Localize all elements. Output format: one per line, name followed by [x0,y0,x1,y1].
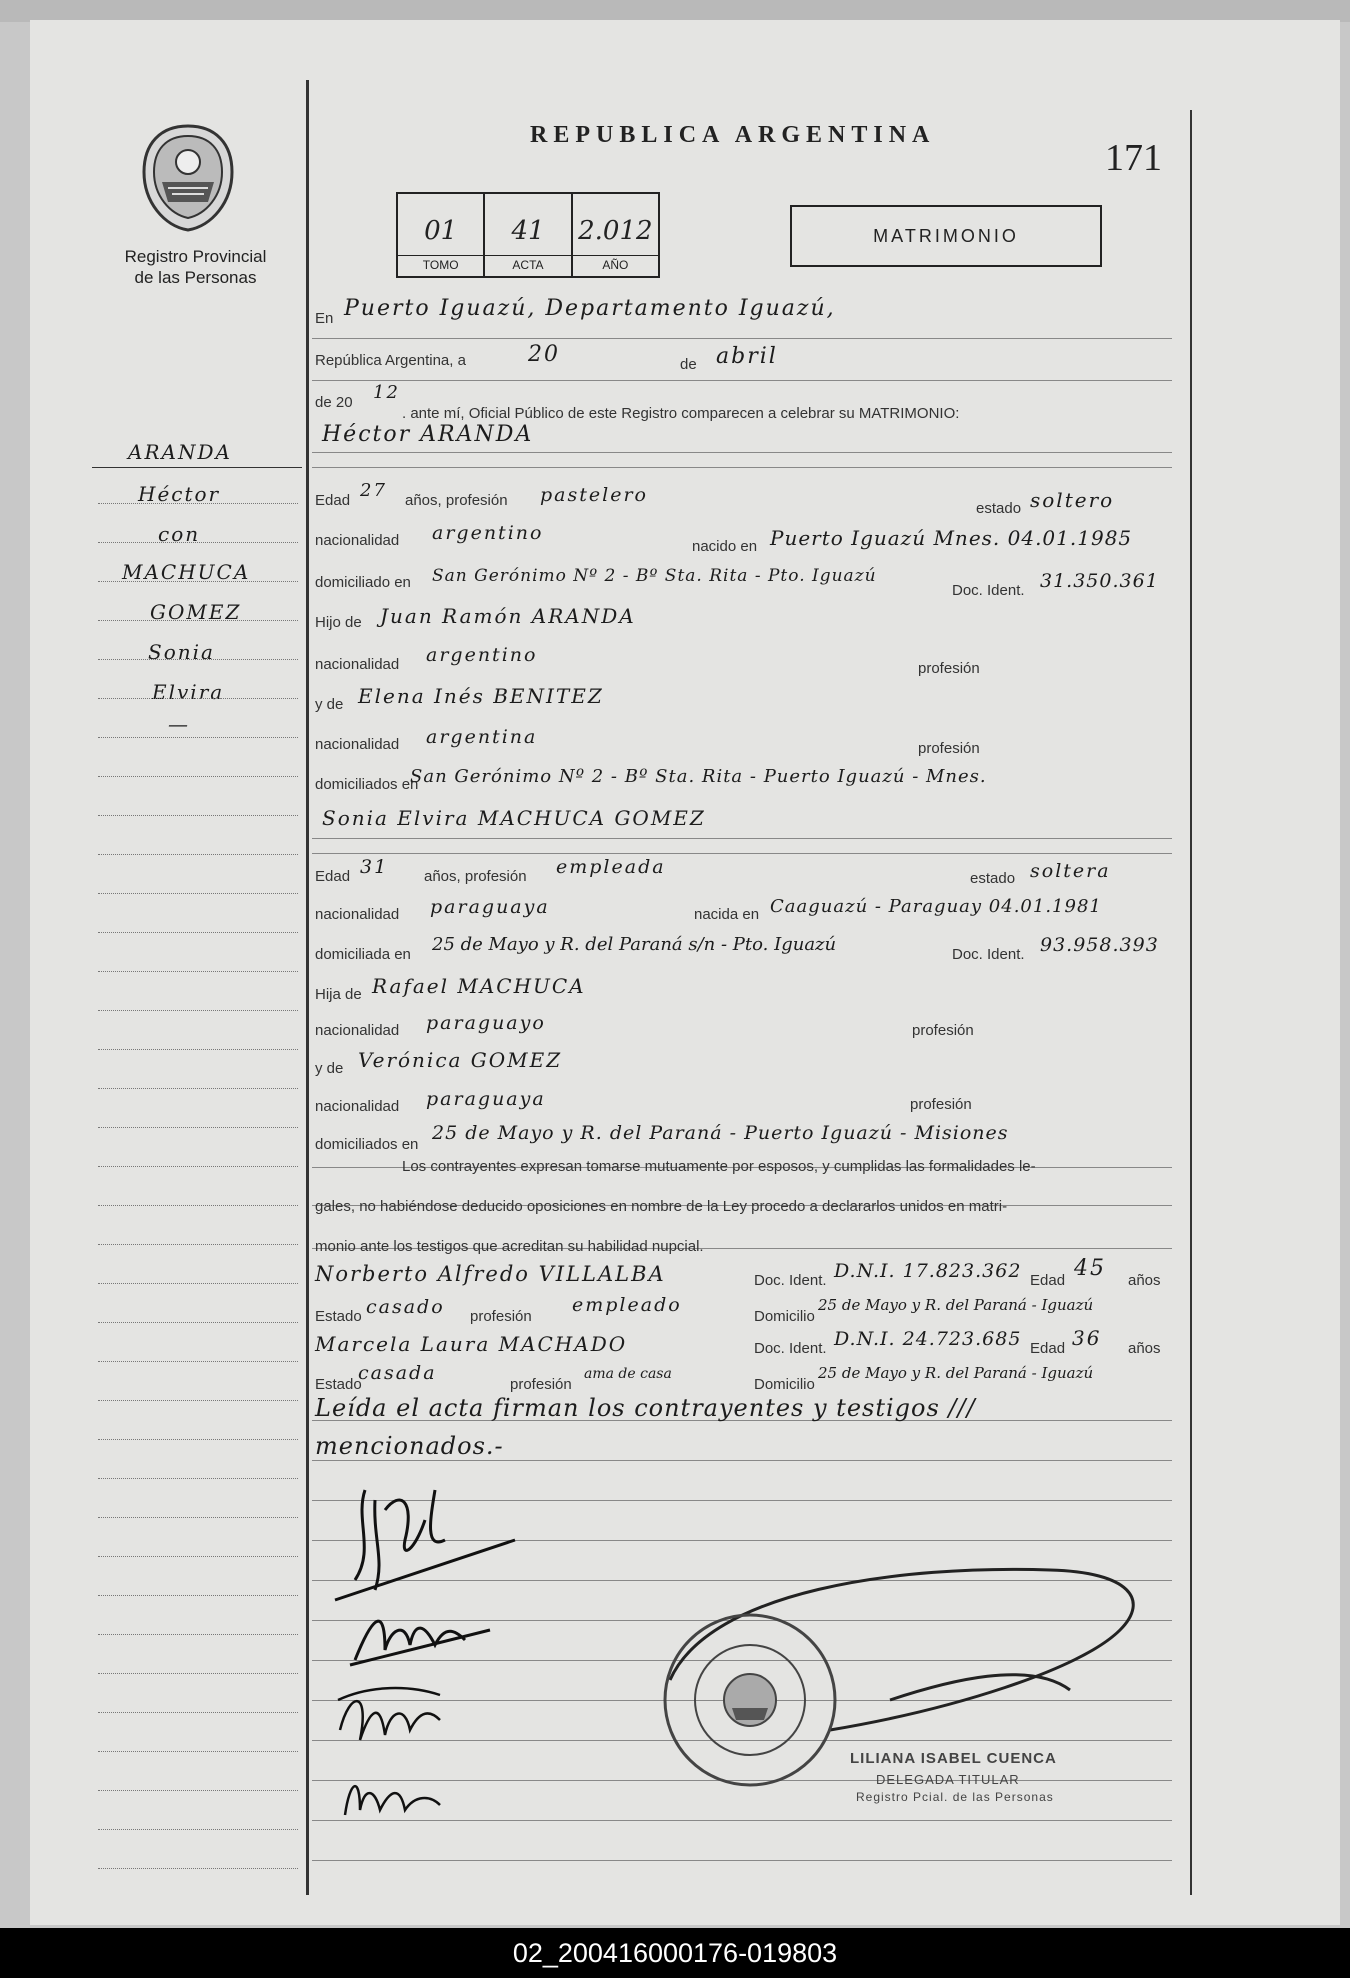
margin-ruled-line [98,815,298,816]
margin-ruled-line [98,971,298,972]
bride-domiciliados-en-label: domiciliados en [315,1136,419,1153]
ano-cell [573,194,658,276]
bride-doc: 93.958.393 [1040,934,1159,956]
formal-line-2: gales, no habiéndose deducido oposiciones en nombre de la Ley procedo a declararlos unidos en matri- [315,1198,1008,1215]
domiciliado-en-label: domiciliado en [315,574,411,591]
margin-ruled-line [98,542,298,543]
body-ruled-line [312,338,1172,339]
official-name: LILIANA ISABEL CUENCA [850,1750,1057,1767]
bride-mother: Verónica GOMEZ [358,1048,563,1072]
bride-father-profesion-label: profesión [912,1022,974,1039]
official-title: DELEGADA TITULAR [876,1772,1020,1787]
witness2-doc: D.N.I. 24.723.685 [834,1328,1022,1350]
bride-estado-label: estado [970,870,1016,887]
witness2-address: 25 de Mayo y R. del Paraná - Iguazú [818,1364,1094,1382]
margin-line-6: Sonia [148,640,215,664]
margin-ruled-line [98,1634,298,1635]
place-text: Puerto Iguazú, Departamento Iguazú, [344,296,836,321]
groom-mother: Elena Inés BENITEZ [358,684,604,708]
witness1-domicilio-label: Domicilio [754,1308,815,1325]
margin-ruled-line [98,737,298,738]
groom-birth: Puerto Iguazú Mnes. 04.01.1985 [770,526,1133,550]
tomo-value: 01 [424,216,458,246]
register-box [396,192,660,278]
groom-age: 27 [360,480,387,501]
witness2-name: Marcela Laura MACHADO [315,1332,628,1356]
day-value: 20 [528,342,560,367]
witness2-anos-label: años [1128,1340,1161,1357]
tomo-label: TOMO [398,255,483,272]
witness2-age: 36 [1072,1326,1102,1350]
formal-line-3: monio ante los testigos que acreditan su habilidad nupcial. [315,1238,704,1255]
act-type-box: MATRIMONIO [790,205,1102,267]
margin-ruled-line [98,1127,298,1128]
groom-profession: pastelero [540,484,648,506]
ano-value: 2.012 [578,216,653,246]
ante-text: . ante mí, Oficial Público de este Registro comparecen a celebrar su MATRIMONIO: [402,405,960,422]
margin-ruled-line [98,1595,298,1596]
top-edge [0,0,1350,22]
bride-edad-label: Edad [315,868,351,885]
margin-line-8: — [168,712,190,736]
margin-ruled-line [98,1088,298,1089]
bride-age: 31 [360,856,389,878]
en-label: En [315,310,334,327]
bride-nationality: paraguaya [430,896,550,918]
margin-ruled-line [98,1205,298,1206]
margin-ruled-line [98,1439,298,1440]
hijo-de-label: Hijo de [315,614,362,631]
bride-address: 25 de Mayo y R. del Paraná s/n - Pto. Iguazú [432,934,837,955]
witness1-name: Norberto Alfredo VILLALBA [315,1262,666,1286]
body-ruled-line [312,452,1172,453]
groom-father: Juan Ramón ARANDA [380,604,636,628]
margin-ruled-line [98,893,298,894]
bride-father: Rafael MACHUCA [372,974,586,998]
margin-ruled-line [98,1751,298,1752]
body-ruled-line [312,380,1172,381]
groom-father-nationality: argentino [426,644,538,666]
margin-ruled-line [98,1322,298,1323]
domiciliada-en-label: domiciliada en [315,946,411,963]
mother-profesion-label: profesión [918,740,980,757]
official-office: Registro Pcial. de las Personas [856,1790,1054,1804]
domiciliados-en-label: domiciliados en [315,776,419,793]
groom-mother-nationality: argentina [426,726,538,748]
ano-label: AÑO [573,255,658,272]
acta-cell [485,194,572,276]
nacido-en-label: nacido en [692,538,758,555]
groom-doc: 31.350.361 [1040,570,1159,592]
signature-witness2 [335,1765,455,1825]
witness2-estado: casada [358,1362,437,1384]
body-ruled-line [312,1460,1172,1461]
margin-line-2: Héctor [138,482,221,506]
country-title: REPUBLICA ARGENTINA [530,122,936,148]
witness2-doc-label: Doc. Ident. [754,1340,827,1357]
margin-ruled-line [98,659,298,660]
tomo-cell [398,194,485,276]
bride-anos-profesion-label: años, profesión [424,868,527,885]
bride-mother-nationality: paraguaya [426,1088,546,1110]
closing-line-1: Leída el acta firman los contrayentes y testigos /// [315,1394,976,1422]
body-ruled-line [312,853,1172,854]
witness2-edad-label: Edad [1030,1340,1066,1357]
scan-id-footer: 02_200416000176-019803 [0,1928,1350,1978]
father-nationality-label: nacionalidad [315,656,400,673]
signature-groom [325,1480,525,1610]
bride-birth: Caaguazú - Paraguay 04.01.1981 [770,896,1102,917]
margin-line-7: Elvira [152,680,225,704]
republica-label: República Argentina, a [315,352,466,369]
nacida-en-label: nacida en [694,906,760,923]
y-de-label: y de [315,696,344,713]
year-suffix: 12 [373,382,400,403]
margin-rule [306,80,309,1895]
margin-ruled-line [98,620,298,621]
margin-line-3: con [158,522,201,546]
signature-bride [345,1600,495,1670]
witness1-anos-label: años [1128,1272,1161,1289]
margin-top-rule [92,467,302,468]
bride-mother-nationality-label: nacionalidad [315,1098,400,1115]
groom-name: Héctor ARANDA [322,422,534,447]
body-ruled-line [312,467,1172,468]
registry-name-line2: de las Personas [134,268,257,287]
bride-father-nationality: paraguayo [426,1012,546,1034]
margin-line-5: GOMEZ [150,600,242,624]
hija-de-label: Hija de [315,986,362,1003]
bride-profession: empleada [556,856,666,878]
formal-line-1: Los contrayentes expresan tomarse mutuamente por esposos, y cumplidas las formalidades le- [402,1158,1036,1175]
father-profesion-label: profesión [918,660,980,677]
margin-ruled-line [98,698,298,699]
witness2-domicilio-label: Domicilio [754,1376,815,1393]
margin-ruled-line [98,854,298,855]
de20-label: de 20 [315,394,353,411]
witness1-estado: casado [366,1296,445,1318]
bride-estado: soltera [1030,860,1111,882]
margin-ruled-line [98,776,298,777]
witness1-doc: D.N.I. 17.823.362 [834,1260,1022,1282]
witness1-address: 25 de Mayo y R. del Paraná - Iguazú [818,1296,1094,1314]
witness1-age: 45 [1074,1256,1106,1281]
edad-label: Edad [315,492,351,509]
margin-ruled-line [98,1400,298,1401]
groom-parents-address: San Gerónimo Nº 2 - Bº Sta. Rita - Puerto Iguazú - Mnes. [410,766,987,787]
margin-ruled-line [98,1673,298,1674]
margin-ruled-line [98,1868,298,1869]
acta-label: ACTA [485,255,570,272]
margin-ruled-line [98,1283,298,1284]
margin-line-4: MACHUCA [122,560,251,584]
witness2-profession: ama de casa [584,1366,672,1382]
margin-ruled-line [98,1361,298,1362]
bride-nacionalidad-label: nacionalidad [315,906,400,923]
doc-ident-label: Doc. Ident. [952,582,1025,599]
margin-ruled-line [98,1010,298,1011]
month-value: abril [716,344,778,369]
acta-value: 41 [511,216,545,246]
anos-profesion-label: años, profesión [405,492,508,509]
closing-line-2: mencionados.- [315,1432,504,1460]
margin-ruled-line [98,1790,298,1791]
margin-ruled-line [98,581,298,582]
witness1-profession: empleado [572,1294,682,1316]
folio-number: 171 [1105,137,1162,179]
groom-estado: soltero [1030,488,1115,512]
witness1-estado-label: Estado [315,1308,362,1325]
margin-ruled-line [98,1517,298,1518]
witness2-profesion-label: profesión [510,1376,572,1393]
margin-ruled-line [98,1049,298,1050]
witness1-edad-label: Edad [1030,1272,1066,1289]
bride-doc-ident-label: Doc. Ident. [952,946,1025,963]
signature-witness1 [330,1680,450,1750]
official-stamp-icon [660,1610,840,1790]
body-ruled-line [312,1860,1172,1861]
margin-ruled-line [98,1556,298,1557]
estado-label: estado [976,500,1022,517]
witness1-profesion-label: profesión [470,1308,532,1325]
groom-address: San Gerónimo Nº 2 - Bº Sta. Rita - Pto. Iguazú [432,566,877,586]
bride-name: Sonia Elvira MACHUCA GOMEZ [322,806,706,830]
mother-nationality-label: nacionalidad [315,736,400,753]
groom-nationality: argentino [432,522,544,544]
de-label: de [680,356,697,373]
margin-ruled-line [98,1712,298,1713]
margin-ruled-line [98,1166,298,1167]
margin-ruled-line [98,932,298,933]
right-rule [1190,110,1192,1895]
witness2-estado-label: Estado [315,1376,362,1393]
witness1-doc-label: Doc. Ident. [754,1272,827,1289]
margin-ruled-line [98,1478,298,1479]
registry-name [108,246,283,288]
bride-father-nationality-label: nacionalidad [315,1022,400,1039]
margin-ruled-line [98,503,298,504]
provincial-seal-icon [138,122,238,234]
bride-parents-address: 25 de Mayo y R. del Paraná - Puerto Iguazú - Misiones [432,1122,1009,1144]
bride-mother-profesion-label: profesión [910,1096,972,1113]
body-ruled-line [312,838,1172,839]
margin-ruled-line [98,1244,298,1245]
bride-y-de-label: y de [315,1060,344,1077]
margin-ruled-line [98,1829,298,1830]
nacionalidad-label: nacionalidad [315,532,400,549]
margin-line-1: ARANDA [128,440,232,464]
registry-name-line1: Registro Provincial [124,247,267,266]
